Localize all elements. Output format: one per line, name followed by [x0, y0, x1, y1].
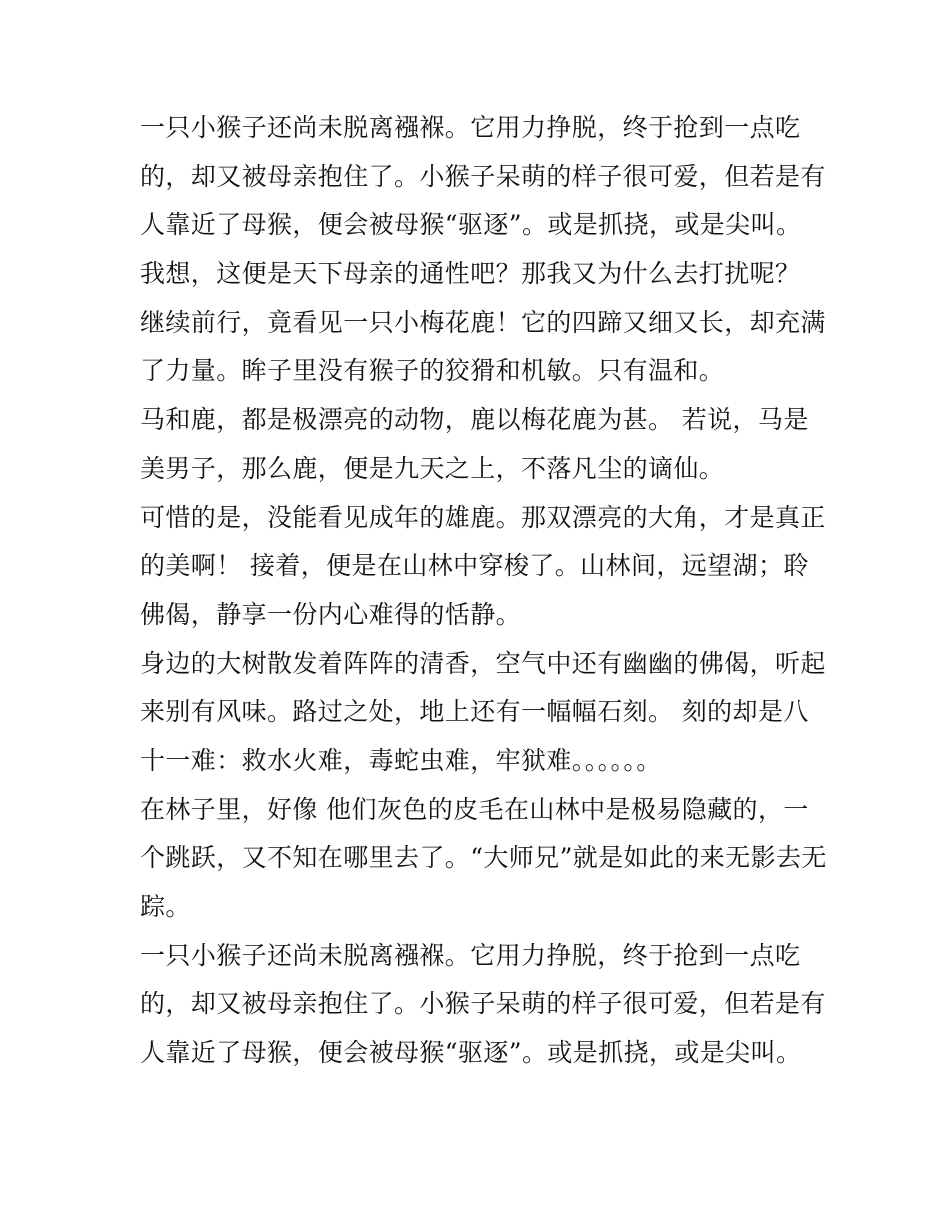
text-line: 了力量。眸子里没有猴子的狡猾和机敏。只有温和。	[140, 356, 725, 386]
text-line: 的，却又被母亲抱住了。小猴子呆萌的样子很可爱，但若是有	[140, 161, 826, 191]
text-line: 在林子里，好像 他们灰色的皮毛在山林中是极易隐藏的，一	[140, 794, 809, 824]
text-line: 可惜的是，没能看见成年的雄鹿。那双漂亮的大角，才是真正	[140, 502, 826, 532]
text-line: 佛偈，静享一份内心难得的恬静。	[140, 599, 522, 629]
text-line: 的美啊！ 接着，便是在山林中穿梭了。山林间，远望湖；聆	[140, 551, 809, 581]
text-line: 人靠近了母猴，便会被母猴“驱逐”。或是抓挠，或是尖叫。	[140, 210, 802, 240]
text-line: 身边的大树散发着阵阵的清香，空气中还有幽幽的佛偈，听起	[140, 648, 826, 678]
text-line: 踪。	[140, 892, 191, 921]
text-line: 继续前行，竟看见一只小梅花鹿！它的四蹄又细又长，却充满	[140, 307, 826, 337]
text-line: 十一难：救水火难，毒蛇虫难，牢狱难。。。。。。	[140, 745, 662, 775]
text-line: 美男子，那么鹿，便是九天之上，不落凡尘的谪仙。	[140, 453, 725, 483]
text-line: 一只小猴子还尚未脱离襁褓。它用力挣脱，终于抢到一点吃	[140, 940, 801, 970]
text-line: 我想，这便是天下母亲的通性吧？那我又为什么去打扰呢？	[140, 259, 801, 289]
text-line: 马和鹿，都是极漂亮的动物，鹿以梅花鹿为甚。 若说，马是	[140, 405, 809, 435]
text-line: 个跳跃，又不知在哪里去了。“大师兄”就是如此的来无影去无	[140, 843, 827, 873]
text-line: 人靠近了母猴，便会被母猴“驱逐”。或是抓挠，或是尖叫。	[140, 1038, 802, 1068]
text-line: 一只小猴子还尚未脱离襁褓。它用力挣脱，终于抢到一点吃	[140, 113, 801, 142]
document-body	[140, 104, 827, 1078]
text-line: 来别有风味。路过之处，地上还有一幅幅石刻。 刻的却是八	[140, 697, 809, 727]
text-line: 的，却又被母亲抱住了。小猴子呆萌的样子很可爱，但若是有	[140, 989, 826, 1019]
